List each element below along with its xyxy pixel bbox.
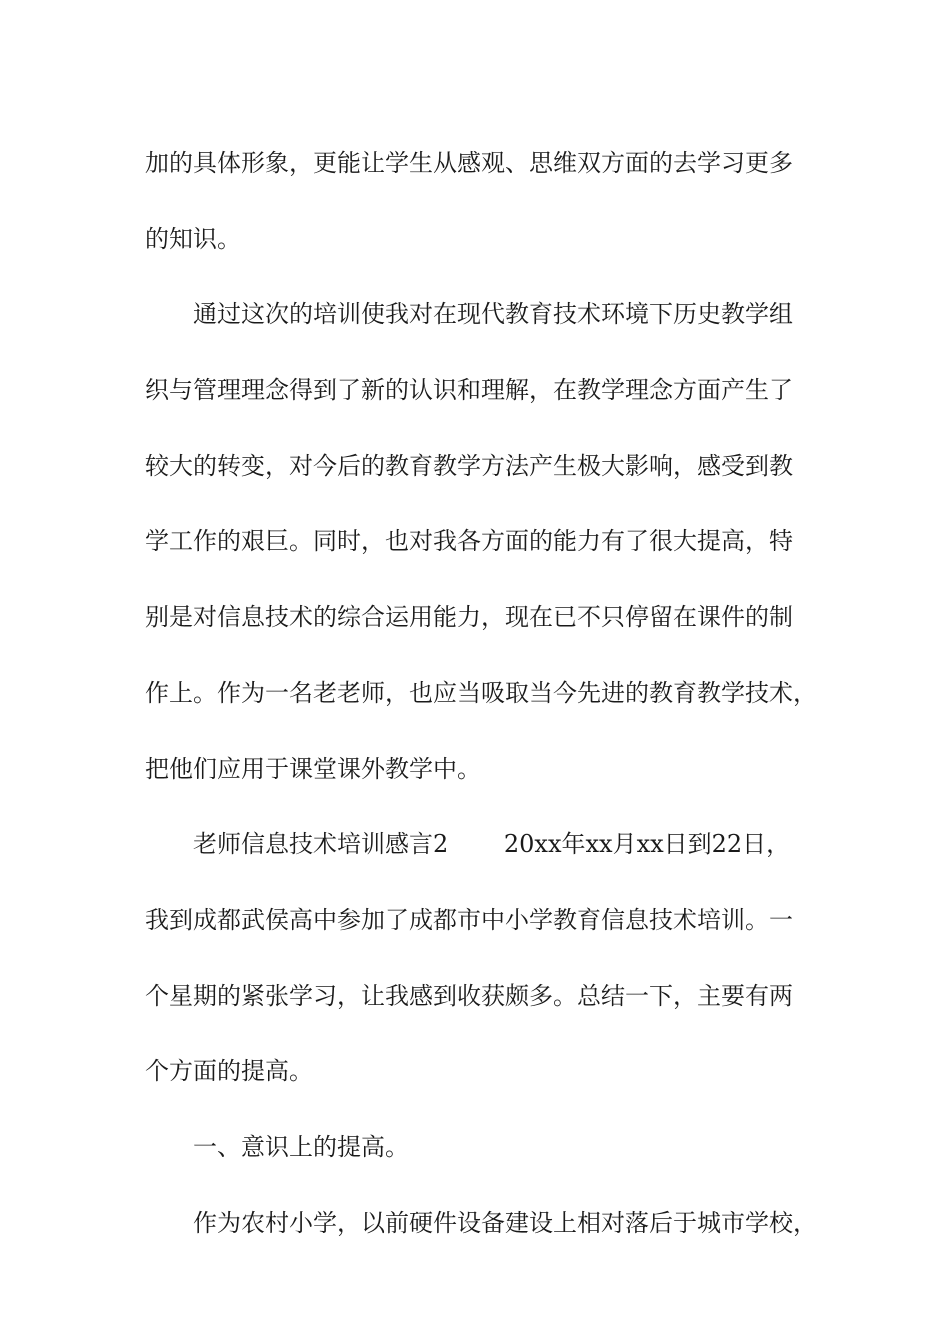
text-line-10: 老师信息技术培训感言2 20xx年xx月xx日到22日， xyxy=(193,830,791,859)
body-text xyxy=(145,126,835,1261)
text-line-2: 的知识。 xyxy=(145,224,241,253)
text-line-3: 通过这次的培训使我对在现代教育技术环境下历史教学组 xyxy=(193,300,793,329)
text-line-15: 作为农村小学，以前硬件设备建设上相对落后于城市学校， xyxy=(193,1208,817,1237)
text-line-8: 作上。作为一名老老师，也应当吸取当今先进的教育教学技术， xyxy=(145,678,817,707)
text-line-14: 一、意识上的提高。 xyxy=(193,1132,409,1161)
text-line-1: 加的具体形象，更能让学生从感观、思维双方面的去学习更多 xyxy=(145,149,793,177)
text-line-13: 个方面的提高。 xyxy=(145,1057,313,1086)
text-line-5: 较大的转变，对今后的教育教学方法产生极大影响，感受到教 xyxy=(145,451,793,480)
text-line-6: 学工作的艰巨。同时，也对我各方面的能力有了很大提高，特 xyxy=(145,527,793,556)
text-line-7: 别是对信息技术的综合运用能力，现在已不只停留在课件的制 xyxy=(145,603,793,632)
text-line-4: 织与管理理念得到了新的认识和理解，在教学理念方面产生了 xyxy=(145,376,793,405)
text-line-12: 个星期的紧张学习，让我感到收获颇多。总结一下，主要有两 xyxy=(145,981,793,1010)
text-line-11: 我到成都武侯高中参加了成都市中小学教育信息技术培训。一 xyxy=(145,905,793,934)
text-line-9: 把他们应用于课堂课外教学中。 xyxy=(145,754,481,783)
